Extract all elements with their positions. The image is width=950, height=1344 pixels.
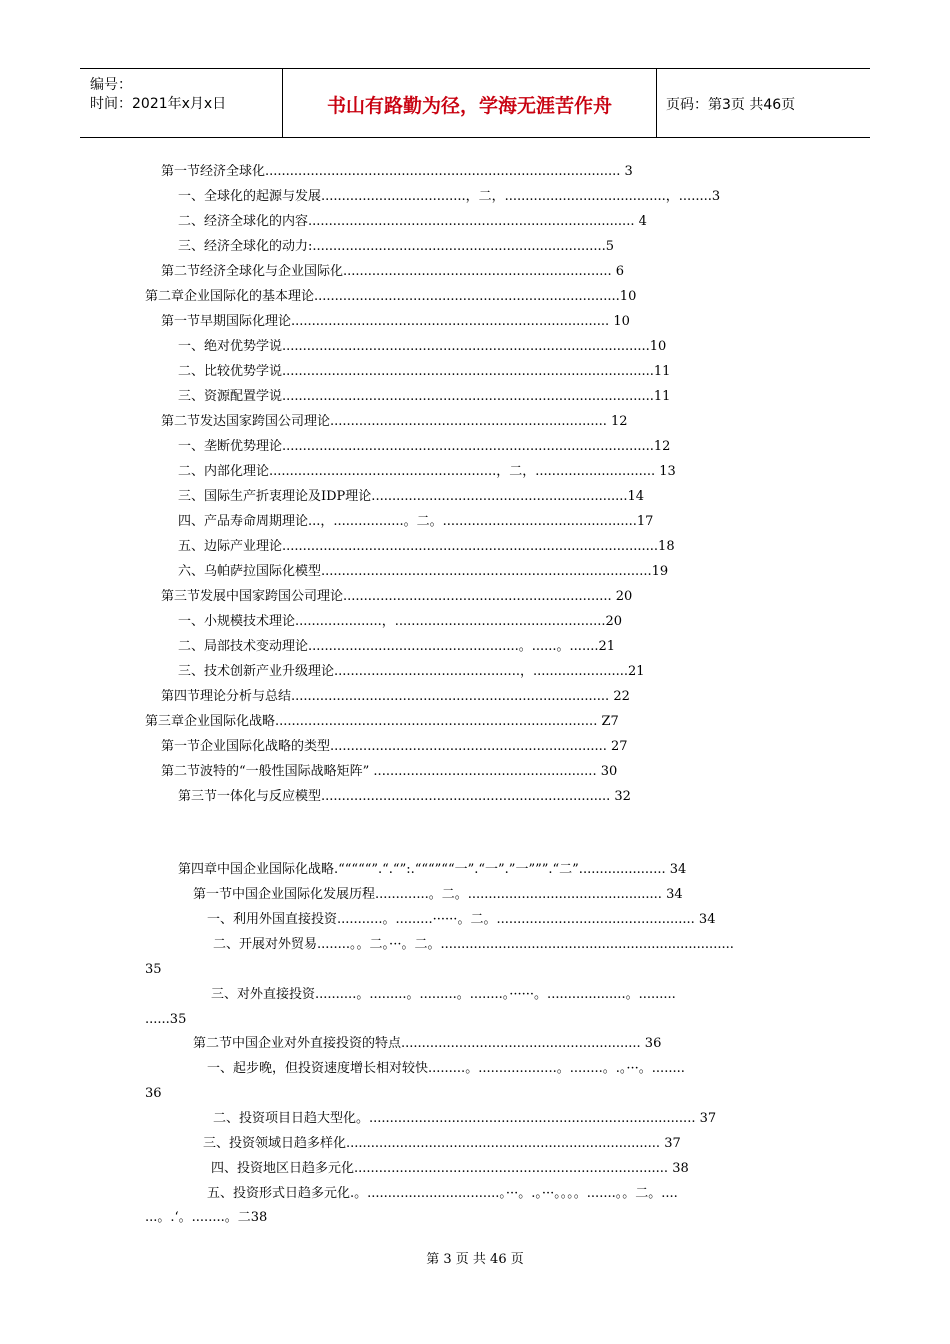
toc-entry: 三、投资领域日趋多样化............................................................................ 37 <box>203 1136 681 1151</box>
toc-entry: 第一节企业国际化战略的类型................................................................... 27 <box>161 739 628 754</box>
document-number-label: 编号： <box>90 77 132 93</box>
toc-entry: 第一节中国企业国际化发展历程.............。二。............................................... 34 <box>193 887 683 902</box>
toc-entry: 一、垄断优势理论..........................................................................................12 <box>178 439 671 454</box>
toc-entry: 一、绝对优势学说.........................................................................................10 <box>178 339 667 354</box>
header-page-number: 页码：第3页 共46页 <box>666 97 796 113</box>
document-header <box>80 68 870 138</box>
toc-entry: 四、产品寿命周期理论...，.................。二。...............................................17 <box>178 514 654 529</box>
toc-entry: 第一节经济全球化...................................................................................... 3 <box>161 164 633 179</box>
toc-entry: 第二节中国企业对外直接投资的特点.......................................................... 36 <box>193 1036 662 1051</box>
toc-entry: 二、投资项目日趋大型化。............................................................................... 37 <box>213 1111 717 1126</box>
toc-entry: 五、投资形式日趋多元化.。................................。···。.。···。。。。.......。。二。.... <box>207 1186 678 1201</box>
header-motto-cell <box>283 69 657 137</box>
toc-entry: 二、经济全球化的内容............................................................................... 4 <box>178 214 647 229</box>
toc-entry: 第一节早期国际化理论............................................................................. 10 <box>161 314 630 329</box>
toc-entry: 第二节经济全球化与企业国际化................................................................. 6 <box>161 264 625 279</box>
header-motto: 书山有路勤为径，学海无涯苦作舟 <box>326 95 612 117</box>
toc-entry-page: 35 <box>145 962 162 977</box>
toc-entry: 二、局部技术变动理论...................................................。......。.......21 <box>178 639 616 654</box>
toc-entry: 第二章企业国际化的基本理论..........................................................................10 <box>145 289 637 304</box>
document-time-label: 时间：2021年x月x日 <box>90 96 227 112</box>
toc-entry: 第三章企业国际化战略.............................................................................. Z7 <box>145 714 619 729</box>
toc-entry: 二、内部化理论.......................................................，二，............................. 13 <box>178 464 676 479</box>
toc-entry-page: ...。.‘。........。二38 <box>145 1210 268 1225</box>
page-footer: 第 3 页 共 46 页 <box>426 1252 524 1267</box>
header-page-cell <box>657 69 870 137</box>
header-info-cell <box>80 69 283 137</box>
toc-entry: 一、起步晚，但投资速度增长相对较快.........。...................。........。.。···。........ <box>207 1061 685 1076</box>
toc-entry: 一、利用外国直接投资...........。.........······。二。................................................ 34 <box>207 912 716 927</box>
toc-entry: 第二节发达国家跨国公司理论................................................................... 12 <box>161 414 628 429</box>
toc-entry: 三、国际生产折衷理论及IDP理论..............................................................14 <box>178 489 645 504</box>
toc-entry: 三、技术创新产业升级理论.............................................，.......................21 <box>178 664 645 679</box>
toc-entry: 第三节一体化与反应模型...................................................................... 32 <box>178 789 631 804</box>
toc-entry: 第二节波特的“一般性国际战略矩阵” ...................................................... 30 <box>161 764 618 779</box>
toc-entry: 一、小规模技术理论.....................，...................................................20 <box>178 614 623 629</box>
toc-entry-page: 36 <box>145 1086 162 1101</box>
toc-entry: 三、资源配置学说..........................................................................................11 <box>178 389 671 404</box>
toc-entry: 二、开展对外贸易........。。二。···。二。....................................................................... <box>213 937 734 952</box>
toc-entry: 三、对外直接投资..........。.........。.........。........。······。...................。......... <box>211 987 676 1002</box>
toc-entry: 五、边际产业理论...........................................................................................18 <box>178 539 675 554</box>
toc-entry: 一、全球化的起源与发展...................................，二，.......................................，........3 <box>178 189 721 204</box>
toc-entry: 三、经济全球化的动力:.......................................................................5 <box>178 239 615 254</box>
toc-entry-page: ......35 <box>145 1012 187 1027</box>
toc-entry: 第四章中国企业国际化战略.“““““”.“.“”:.“““”““一”.“一”.”一”””.“二”..................... 34 <box>178 862 687 877</box>
toc-entry: 二、比较优势学说..........................................................................................11 <box>178 364 671 379</box>
toc-entry: 第四节理论分析与总结............................................................................. 22 <box>161 689 630 704</box>
toc-entry: 四、投资地区日趋多元化............................................................................ 38 <box>211 1161 689 1176</box>
toc-entry: 第三节发展中国家跨国公司理论................................................................. 20 <box>161 589 633 604</box>
toc-entry: 六、乌帕萨拉国际化模型................................................................................19 <box>178 564 669 579</box>
